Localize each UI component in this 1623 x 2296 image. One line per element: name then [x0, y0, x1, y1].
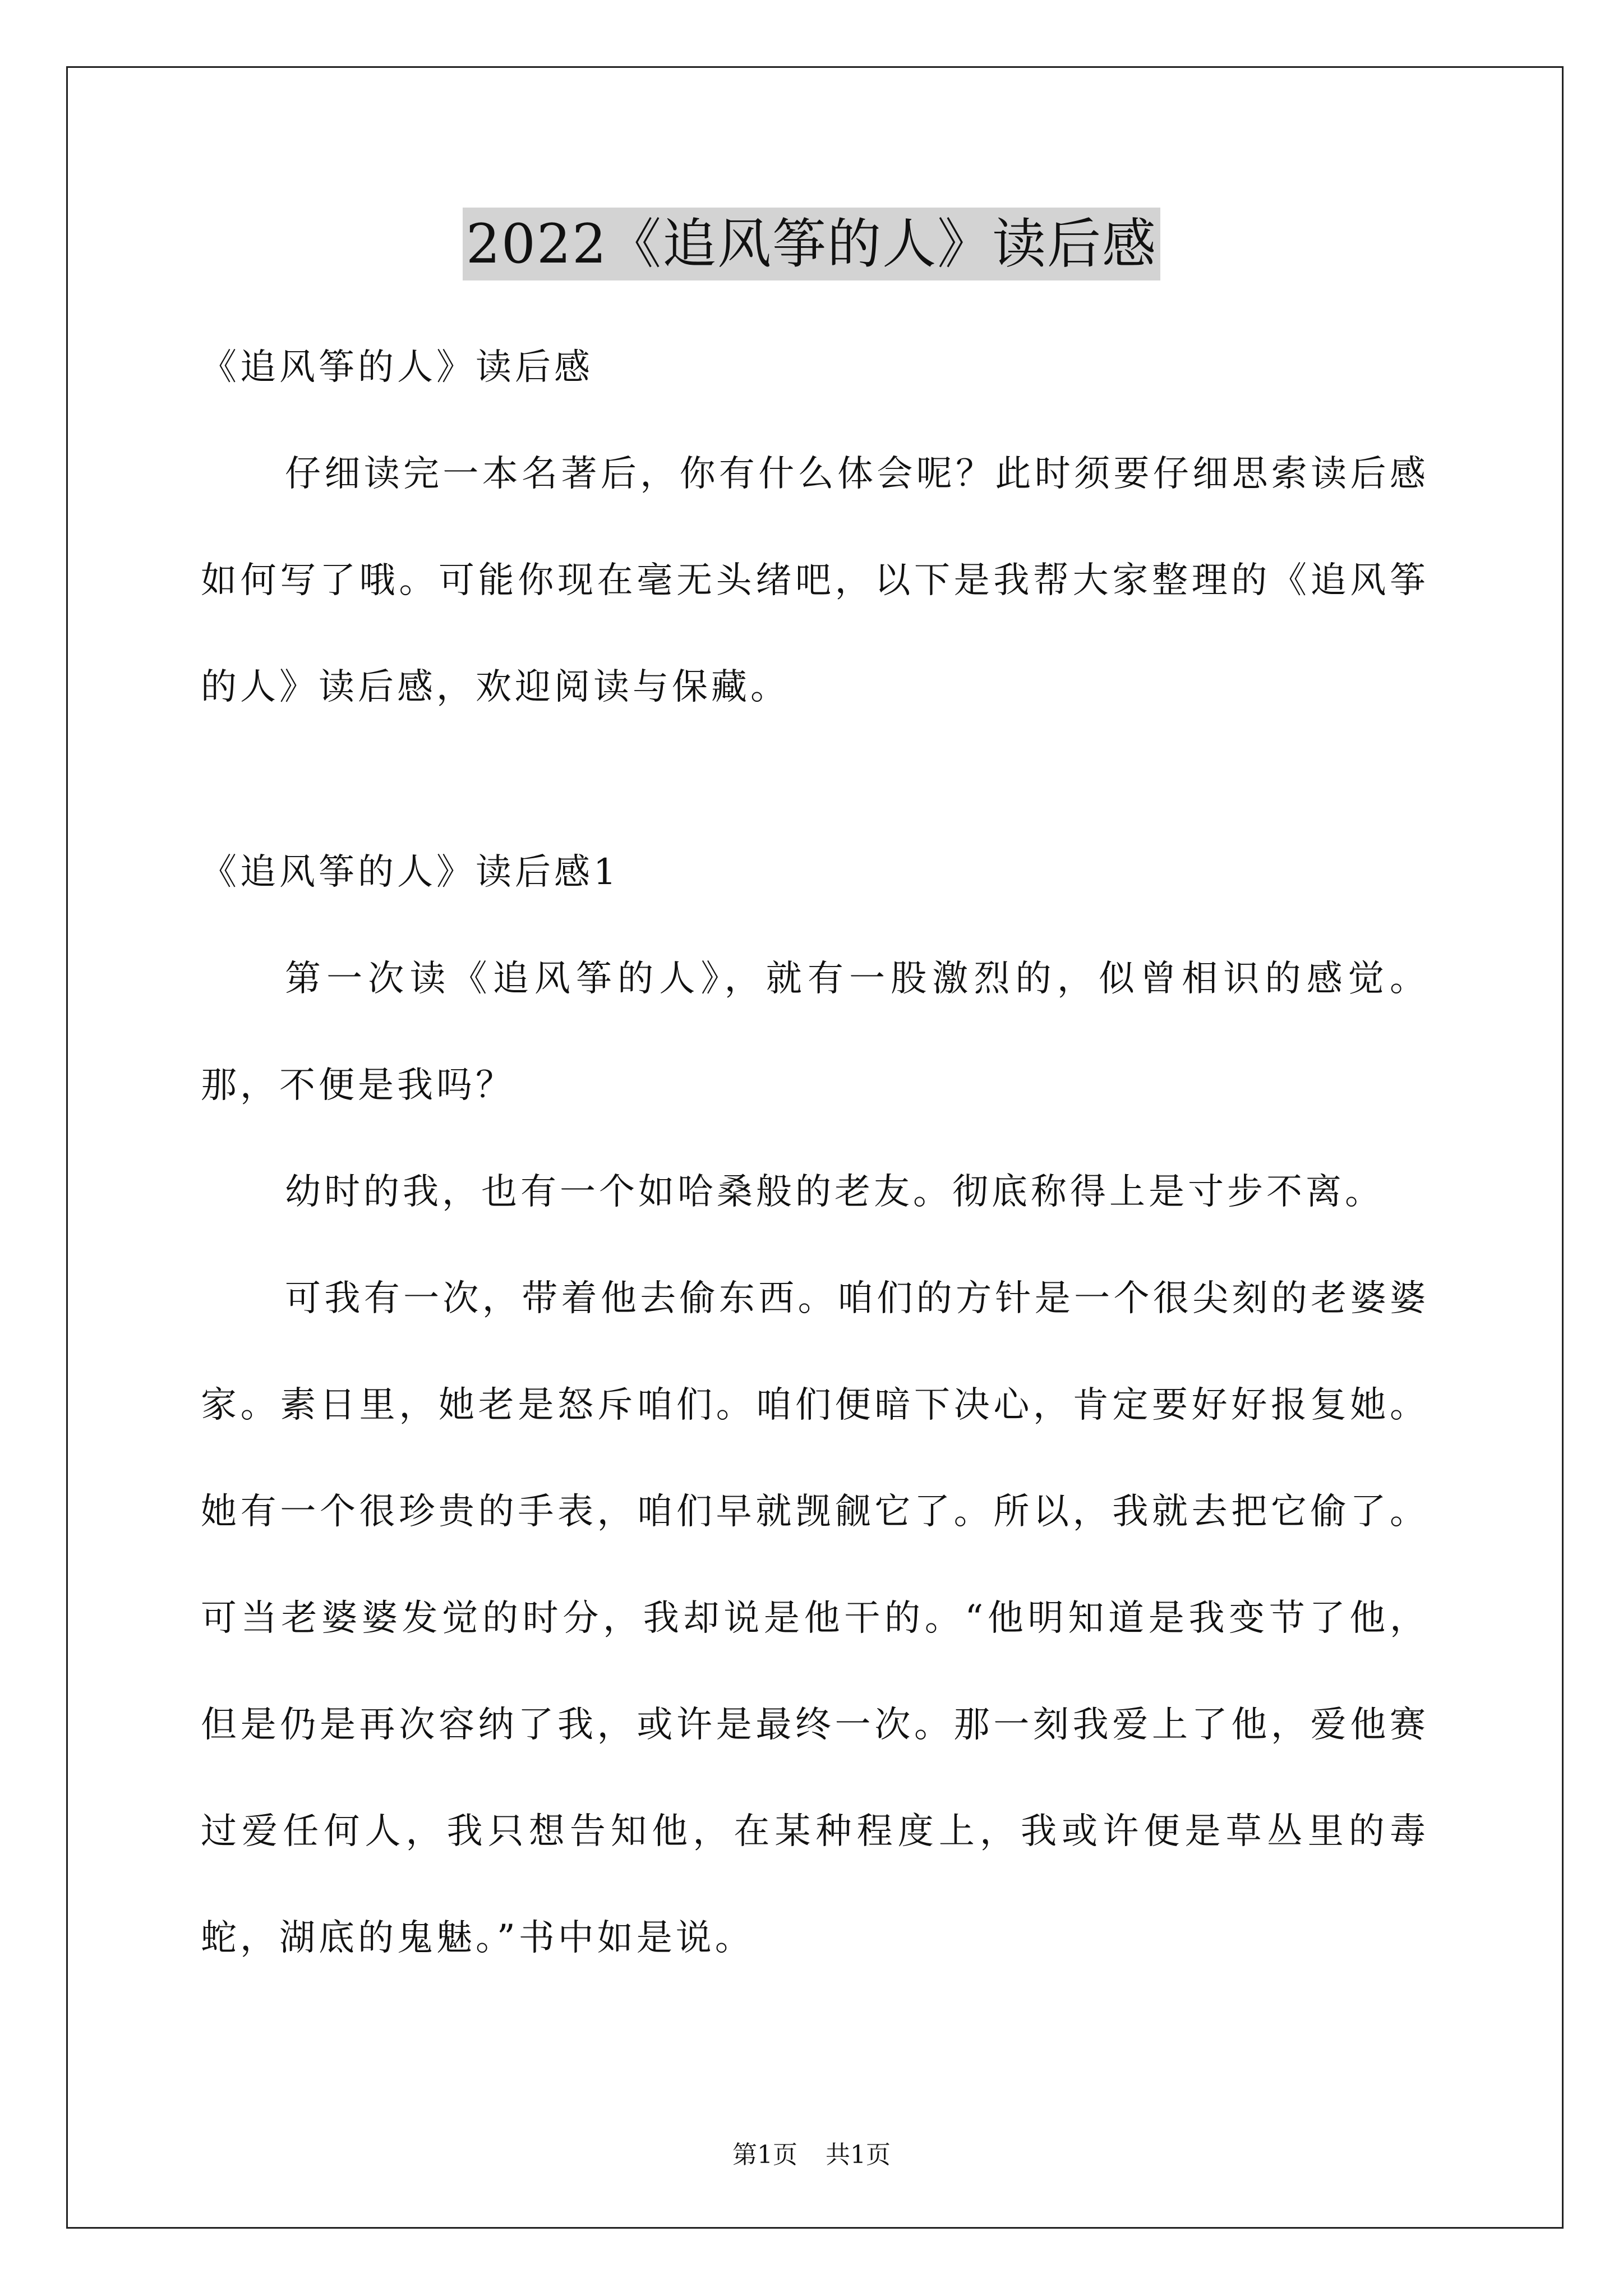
- body-paragraph: 可我有一次，带着他去偷东西。咱们的方针是一个很尖刻的老婆婆家。素日里，她老是怒斥咱们。咱们便暗下决心，肯定要好好报复她。她有一个很珍贵的手表，咱们早就觊觎它了。所以，我就去把它偷了。可当老婆婆发觉的时分，我却说是他干的。“他明知道是我变节了他，但是仍是再次容纳了我，或许是最终一次。那一刻我爱上了他，爱他赛过爱任何人，我只想告知他，在某种程度上，我或许便是草丛里的毒蛇，湖底的鬼魅。”书中如是说。: [201, 1278, 1429, 1959]
- page-number: 第1页: [732, 2141, 797, 2169]
- body-paragraph: 幼时的我，也有一个如哈桑般的老友。彻底称得上是寸步不离。: [285, 1171, 1384, 1213]
- section-1-heading: 《追风筝的人》读后感1: [201, 852, 620, 893]
- document-title: 2022《追风筝的人》读后感: [463, 208, 1160, 280]
- intro-heading: 《追风筝的人》读后感: [201, 347, 593, 388]
- body-paragraph: 第一次读《追风筝的人》，就有一股激烈的，似曾相识的感觉。那，不便是我吗？: [201, 958, 1429, 1106]
- page-total: 共1页: [826, 2141, 891, 2169]
- intro-paragraph: 仔细读完一本名著后，你有什么体会呢？此时须要仔细思索读后感如何写了哦。可能你现在毫无头绪吧，以下是我帮大家整理的《追风筝的人》读后感，欢迎阅读与保藏。: [201, 453, 1429, 708]
- document-body: [201, 314, 1429, 1991]
- title-container: [0, 208, 1623, 280]
- page-footer: [0, 2134, 1623, 2170]
